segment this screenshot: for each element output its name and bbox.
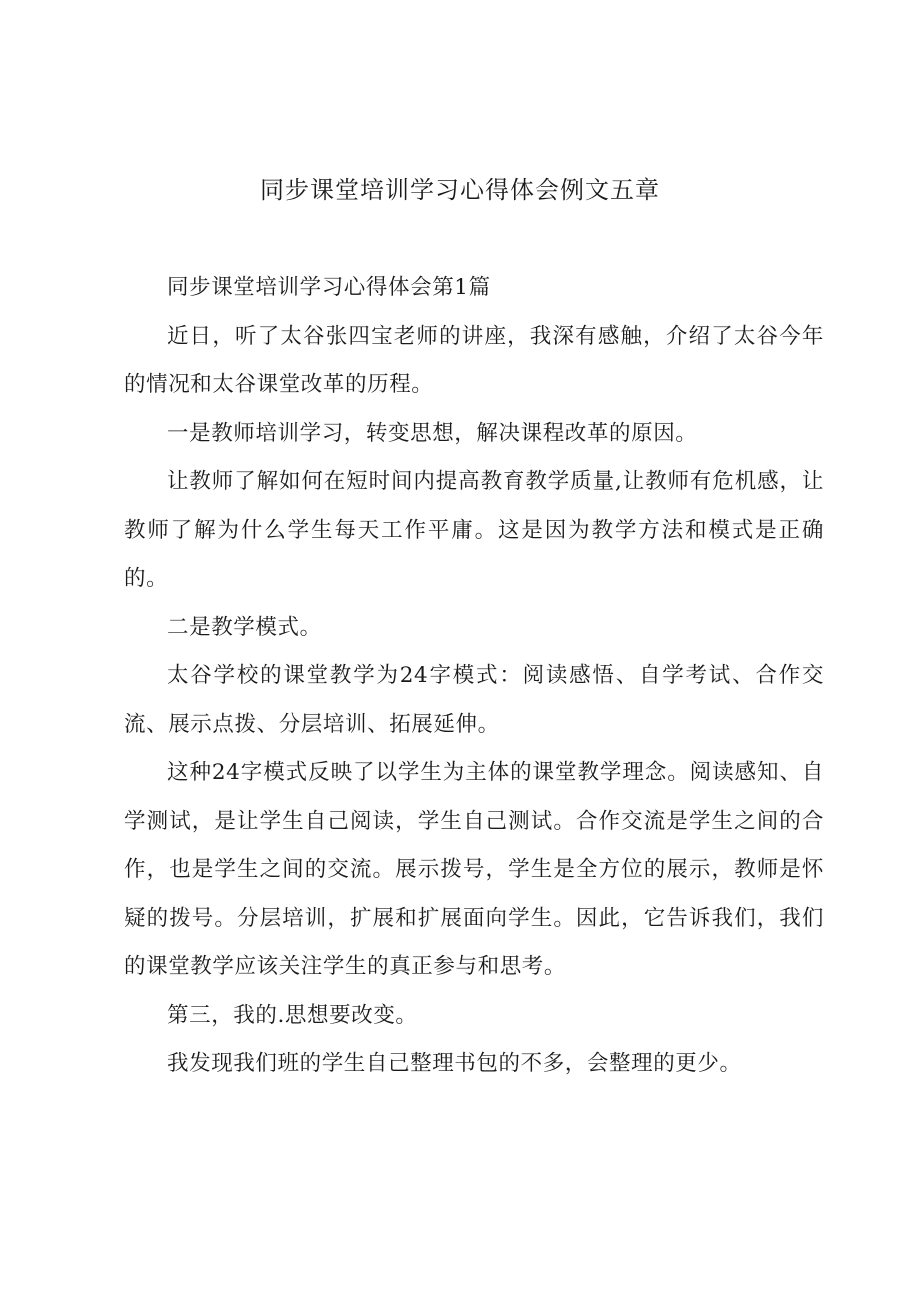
- document-title: 同步课堂培训学习心得体会例文五章: [260, 176, 660, 204]
- paragraph: 我发现我们班的学生自己整理书包的不多，会整理的更少。: [167, 1051, 742, 1076]
- paragraph: 太谷学校的课堂教学为24字模式：阅读感悟、自学考试、合作交流、展示点拨、分层培训、拓展延伸。: [124, 663, 824, 737]
- document-body: [124, 264, 824, 1089]
- paragraph: 近日，听了太谷张四宝老师的讲座，我深有感触，介绍了太谷今年的情况和太谷课堂改革的历程。: [124, 323, 824, 397]
- section-heading: 同步课堂培训学习心得体会第1篇: [167, 275, 491, 300]
- paragraph: 第三，我的.思想要改变。: [167, 1002, 418, 1028]
- paragraph: 让教师了解如何在短时间内提高教育教学质量,让教师有危机感，让教师了解为什么学生每天工作平庸。这是因为教学方法和模式是正确的。: [124, 469, 824, 591]
- paragraph: 这种24字模式反映了以学生为主体的课堂教学理念。阅读感知、自学测试，是让学生自己阅读，学生自己测试。合作交流是学生之间的合作，也是学生之间的交流。展示拨号，学生是全方位的展示，教师是怀疑的拨号。分层培训，扩展和扩展面向学生。因此，它告诉我们，我们的课堂教学应该关注学生的真正参与和思考。: [124, 760, 824, 979]
- paragraph: 二是教学模式。: [167, 614, 322, 640]
- paragraph: 一是教师培训学习，转变思想，解决课程改革的原因。: [167, 420, 698, 446]
